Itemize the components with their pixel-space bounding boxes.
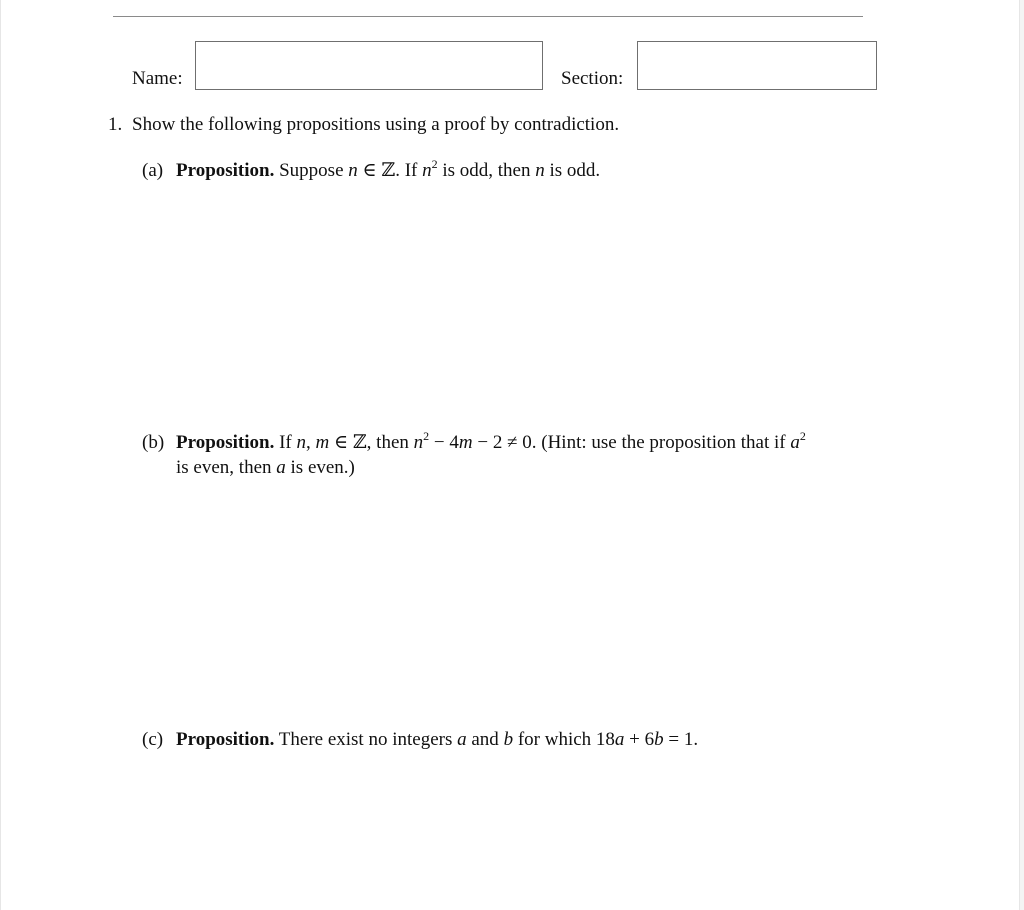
math-var: n xyxy=(535,160,545,181)
part-c-label: (c) xyxy=(142,729,164,750)
math-var: n xyxy=(413,432,424,453)
text-run: If xyxy=(279,432,297,453)
part-a-text xyxy=(176,159,600,183)
name-label: Name: xyxy=(132,68,183,89)
math-var: n xyxy=(348,160,358,181)
exponent: 2 xyxy=(431,157,438,171)
text-run: There exist no integers xyxy=(278,729,458,750)
math-var: a xyxy=(614,729,625,750)
part-a-heading: Proposition. xyxy=(176,160,275,181)
text-run: = 1. xyxy=(663,729,699,750)
text-run: is odd, then xyxy=(437,160,536,181)
math-var: m xyxy=(458,432,473,453)
question-number: 1. xyxy=(108,114,123,135)
section-field[interactable] xyxy=(637,41,877,90)
math-var: n xyxy=(422,160,432,181)
math-var: b xyxy=(654,729,664,750)
exponent: 2 xyxy=(423,429,430,443)
name-field[interactable] xyxy=(195,41,543,90)
part-c-text xyxy=(176,728,698,752)
math-var: a xyxy=(276,457,286,478)
text-run: Suppose xyxy=(279,160,349,181)
text-run: + 6 xyxy=(624,729,655,750)
part-b-text-line2 xyxy=(176,456,355,480)
text-run: − 2 ≠ 0. (Hint: use the proposition that if xyxy=(472,432,791,453)
text-run: is even.) xyxy=(285,457,355,478)
text-run: for which 18 xyxy=(513,729,615,750)
exponent: 2 xyxy=(799,429,806,443)
math-var: a xyxy=(457,729,467,750)
math-var: b xyxy=(503,729,514,750)
question-instruction: Show the following propositions using a proof by contradiction. xyxy=(132,114,620,135)
top-rule xyxy=(113,16,863,17)
text-run: , xyxy=(306,432,316,453)
text-run: ∈ ℤ, then xyxy=(329,432,414,453)
text-run: is even, then xyxy=(176,457,277,478)
part-a-label: (a) xyxy=(142,160,164,181)
text-run: and xyxy=(466,729,504,750)
text-run: − 4 xyxy=(429,432,459,453)
math-var: m xyxy=(315,432,330,453)
math-var: a xyxy=(790,432,800,453)
math-var: n xyxy=(296,432,307,453)
text-run: ∈ ℤ. If xyxy=(357,160,423,181)
part-b-label: (b) xyxy=(142,432,165,453)
text-run: is odd. xyxy=(544,160,601,181)
section-label: Section: xyxy=(561,68,624,89)
part-b-text-line1 xyxy=(176,431,806,455)
part-c-heading: Proposition. xyxy=(176,729,275,750)
part-b-heading: Proposition. xyxy=(176,432,275,453)
